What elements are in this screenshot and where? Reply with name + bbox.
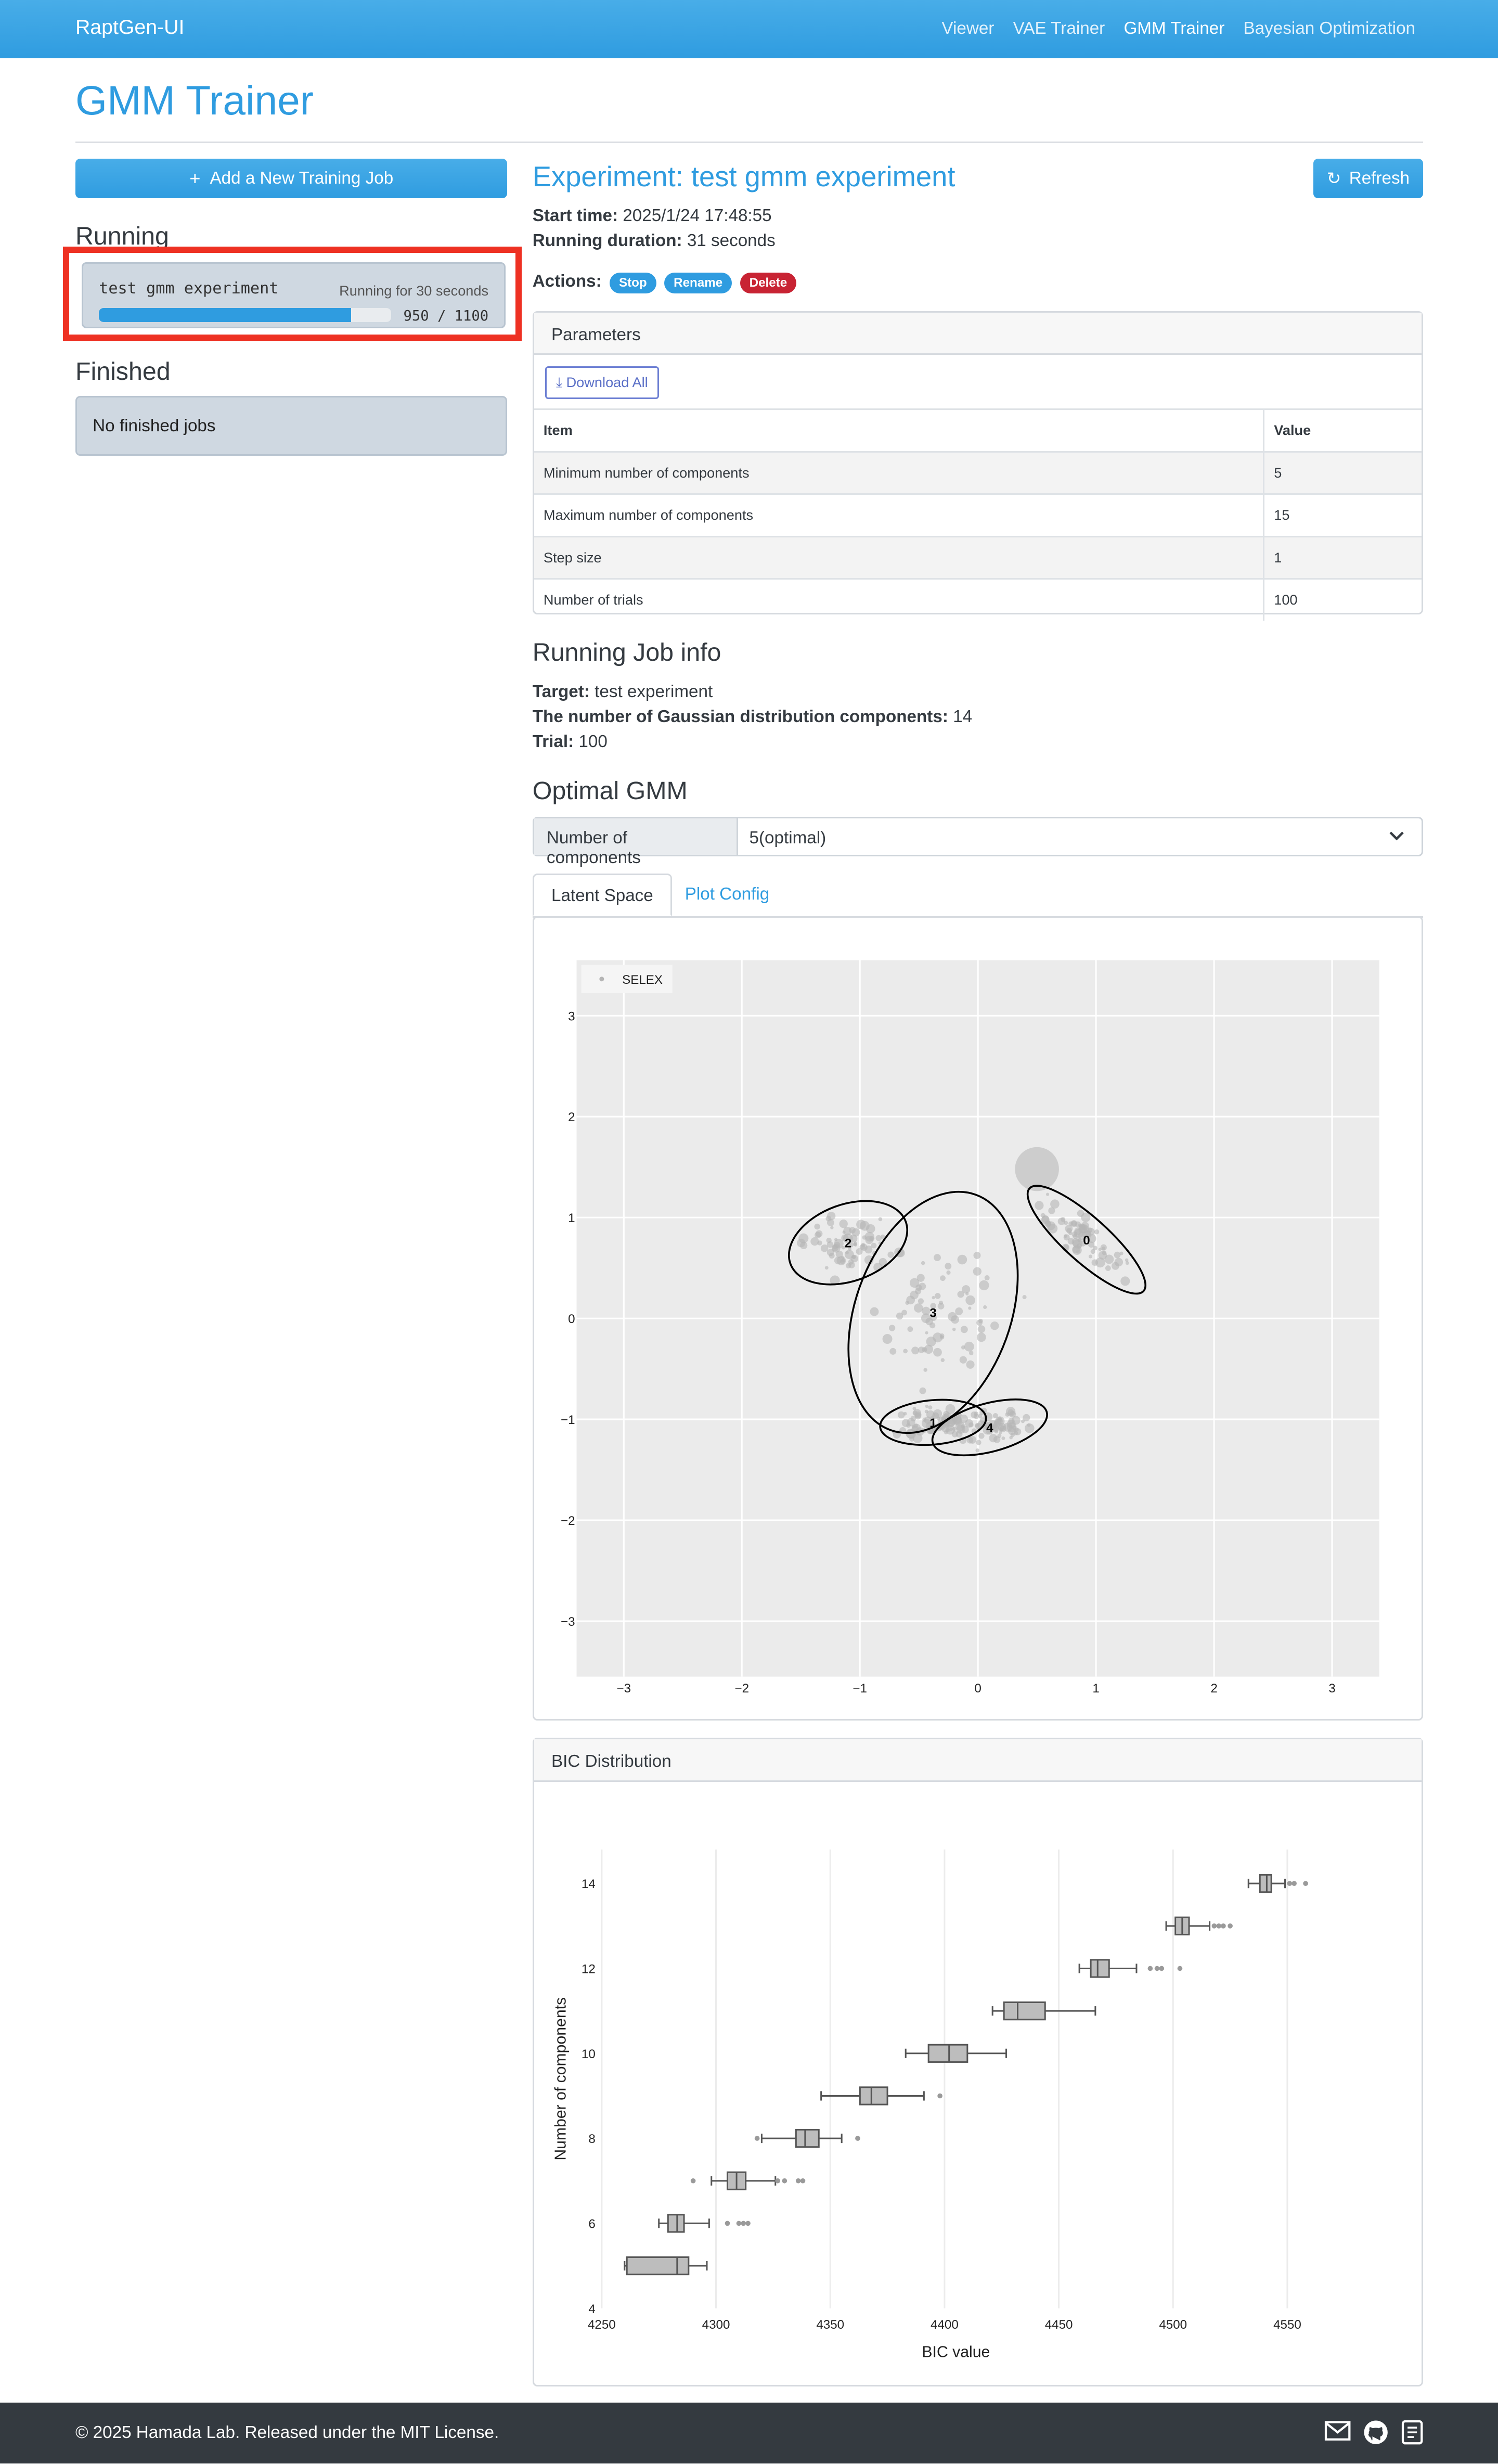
data-point	[951, 1315, 959, 1324]
table-row	[534, 536, 1422, 579]
data-point	[925, 1331, 928, 1334]
nav-gmm-trainer[interactable]: GMM Trainer	[1124, 19, 1225, 38]
gmm-component-label: 0	[1082, 1233, 1090, 1248]
running-duration-value: 31 seconds	[687, 230, 776, 250]
refresh-button[interactable]	[1313, 159, 1423, 198]
nav-vae-trainer[interactable]: VAE Trainer	[1013, 19, 1105, 38]
box-iqr	[860, 2087, 887, 2104]
data-point	[990, 1321, 999, 1330]
plus-icon: +	[189, 167, 201, 189]
data-point	[939, 1301, 943, 1305]
box-outlier	[937, 2093, 942, 2098]
box-outlier	[736, 2221, 741, 2226]
box-outlier	[1211, 1923, 1217, 1929]
data-point	[842, 1258, 845, 1262]
data-point	[962, 1285, 970, 1293]
column-header-value: Value	[1264, 409, 1422, 452]
data-point	[968, 1306, 971, 1310]
data-point	[849, 1227, 856, 1234]
data-point	[916, 1274, 924, 1281]
data-point	[834, 1239, 843, 1248]
data-point	[911, 1346, 919, 1354]
data-point	[906, 1295, 915, 1304]
box-iqr	[1260, 1875, 1271, 1892]
data-point	[975, 1423, 979, 1427]
nav-links	[941, 19, 1415, 38]
data-point	[912, 1407, 916, 1410]
box-outlier	[1177, 1966, 1182, 1971]
data-point	[1126, 1261, 1129, 1265]
x-tick-label: 3	[1328, 1681, 1336, 1696]
data-point	[976, 1319, 983, 1326]
data-point	[887, 1251, 894, 1257]
box-iqr	[668, 2214, 684, 2231]
data-point	[955, 1307, 963, 1315]
data-point	[854, 1243, 857, 1246]
data-point	[875, 1235, 882, 1241]
data-point	[816, 1230, 823, 1237]
gmm-component-label: 1	[929, 1416, 937, 1430]
box-iqr	[796, 2129, 819, 2147]
running-job-highlight	[63, 247, 522, 341]
job-trial-label: Trial:	[532, 732, 574, 752]
plot-tabs	[533, 874, 1423, 918]
page-title: GMM Trainer	[75, 77, 314, 123]
data-point	[1050, 1199, 1060, 1209]
delete-button[interactable]: Delete	[740, 273, 797, 293]
x-tick-label: 4400	[930, 2317, 959, 2332]
param-item: Minimum number of components	[534, 452, 1264, 494]
nav-viewer[interactable]: Viewer	[941, 19, 995, 38]
x-tick-label: 2	[1210, 1681, 1218, 1696]
data-point	[934, 1254, 941, 1261]
data-point	[889, 1325, 895, 1331]
data-point	[975, 1448, 979, 1453]
x-tick-label: 4300	[702, 2317, 730, 2332]
data-point	[935, 1293, 941, 1299]
start-time	[533, 206, 772, 226]
x-tick-label: 4250	[587, 2317, 616, 2332]
data-point	[940, 1335, 944, 1339]
data-point	[979, 1280, 989, 1290]
y-tick-label: 0	[567, 1312, 575, 1326]
box-outlier	[796, 2178, 801, 2184]
data-point	[1125, 1258, 1129, 1262]
data-point	[1073, 1239, 1082, 1248]
data-point	[829, 1253, 834, 1259]
running-job-name: test gmm experiment	[99, 279, 279, 298]
latent-space-plot[interactable]	[534, 918, 1422, 1719]
job-target-value: test experiment	[595, 682, 713, 701]
data-point	[1077, 1210, 1084, 1217]
running-job-progress-bar	[99, 308, 391, 322]
running-job-info-heading: Running Job info	[532, 638, 721, 667]
parameters-header: Parameters	[534, 313, 1422, 355]
data-point	[882, 1334, 892, 1344]
legend-label: SELEX	[622, 972, 663, 987]
download-icon: ⤓	[556, 374, 566, 390]
box-outlier	[1159, 1966, 1164, 1971]
job-target-label: Target:	[532, 682, 590, 701]
data-point	[1076, 1249, 1080, 1253]
box-outlier	[775, 2178, 780, 2184]
data-point	[839, 1220, 847, 1228]
y-tick-label: 1	[567, 1211, 575, 1225]
legend-marker	[599, 977, 604, 981]
data-point	[918, 1346, 925, 1353]
download-all-label: Download All	[566, 374, 648, 390]
table-header-row	[534, 409, 1422, 452]
data-point	[945, 1263, 951, 1269]
data-point	[919, 1387, 926, 1394]
optimal-gmm-heading: Optimal GMM	[532, 776, 688, 805]
data-point	[912, 1410, 917, 1415]
data-point	[973, 1267, 981, 1275]
data-point	[1080, 1225, 1085, 1230]
data-point	[1015, 1147, 1059, 1191]
box-outlier	[782, 2178, 787, 2184]
data-point	[997, 1433, 1001, 1438]
data-point	[1068, 1221, 1073, 1226]
data-point	[1008, 1409, 1013, 1415]
x-tick-label: 4550	[1273, 2317, 1301, 2332]
data-point	[965, 1295, 975, 1305]
data-point	[952, 1327, 956, 1331]
job-components-label: The number of Gaussian distribution components:	[532, 707, 948, 726]
refresh-icon: ↻	[1326, 169, 1341, 188]
y-tick-label: 10	[581, 2047, 596, 2061]
data-point	[1027, 1423, 1030, 1427]
mail-icon[interactable]	[1324, 2420, 1351, 2442]
data-point	[932, 1296, 935, 1299]
data-point	[914, 1423, 918, 1428]
nav-bayesian-optimization[interactable]: Bayesian Optimization	[1243, 19, 1416, 38]
box-outlier	[1287, 1881, 1292, 1886]
running-duration-label: Running duration:	[532, 230, 682, 250]
box-iqr	[928, 2045, 967, 2062]
job-trial	[533, 732, 608, 752]
box-outlier	[855, 2136, 860, 2141]
footer	[0, 2403, 1498, 2464]
gmm-component-label: 3	[929, 1306, 937, 1320]
document-icon[interactable]	[1401, 2420, 1423, 2445]
box-outlier	[691, 2178, 696, 2184]
top-navbar	[0, 0, 1498, 58]
data-point	[896, 1312, 903, 1319]
finished-empty-message: No finished jobs	[75, 396, 508, 456]
box-outlier	[1292, 1881, 1297, 1886]
param-item: Maximum number of components	[534, 494, 1264, 537]
parameters-table	[534, 408, 1422, 621]
running-duration	[533, 231, 776, 251]
title-divider	[75, 142, 1423, 143]
data-point	[878, 1217, 882, 1221]
bic-header: BIC Distribution	[534, 1739, 1422, 1782]
data-point	[1098, 1251, 1107, 1260]
y-tick-label: 6	[588, 2217, 596, 2231]
y-tick-label: 4	[588, 2302, 596, 2316]
data-point	[846, 1263, 851, 1268]
param-value: 100	[1264, 579, 1422, 621]
x-tick-label: −3	[616, 1681, 631, 1696]
y-tick-label: 8	[588, 2132, 596, 2146]
data-point	[1089, 1254, 1092, 1258]
running-job-progress-fill	[99, 308, 351, 322]
box-outlier	[1221, 1923, 1226, 1929]
running-job-status: Running for 30 seconds	[339, 283, 489, 299]
data-point	[977, 1325, 985, 1333]
data-point	[978, 1414, 982, 1418]
param-value: 5	[1264, 452, 1422, 494]
start-time-label: Start time:	[532, 206, 618, 225]
brand-link[interactable]: RaptGen-UI	[75, 16, 185, 39]
box-outlier	[1216, 1923, 1221, 1929]
box-outlier	[1154, 1966, 1159, 1971]
data-point	[1105, 1265, 1111, 1271]
box-outlier	[741, 2221, 746, 2226]
data-point	[1119, 1251, 1123, 1255]
stop-button[interactable]: Stop	[610, 273, 656, 293]
job-trial-value: 100	[578, 732, 608, 752]
data-point	[910, 1416, 916, 1421]
data-point	[866, 1224, 875, 1234]
bic-distribution-plot[interactable]	[534, 1782, 1422, 2385]
bic-card	[533, 1738, 1423, 2386]
param-item: Number of trials	[534, 579, 1264, 621]
x-axis-title: BIC value	[922, 2343, 990, 2360]
data-point	[1035, 1201, 1043, 1210]
data-point	[1009, 1435, 1013, 1439]
box-outlier	[1303, 1881, 1308, 1886]
param-value: 1	[1264, 536, 1422, 579]
data-point	[1003, 1422, 1012, 1431]
data-point	[825, 1266, 829, 1269]
data-point	[830, 1226, 833, 1229]
components-select[interactable]	[533, 817, 1423, 867]
data-point	[1001, 1436, 1005, 1440]
data-point	[924, 1344, 933, 1353]
data-point	[974, 1414, 979, 1419]
box-iqr	[1004, 2002, 1045, 2019]
data-point	[915, 1285, 922, 1291]
y-tick-label: −2	[560, 1513, 575, 1528]
data-point	[865, 1236, 873, 1244]
data-point	[1065, 1225, 1073, 1233]
data-point	[940, 1275, 946, 1281]
data-point	[983, 1305, 987, 1309]
data-point	[957, 1254, 967, 1264]
job-components	[533, 707, 972, 727]
data-point	[1112, 1262, 1119, 1269]
actions-label: Actions:	[532, 272, 602, 291]
data-point	[835, 1250, 843, 1257]
job-target	[533, 682, 713, 702]
x-tick-label: 1	[1092, 1681, 1100, 1696]
x-tick-label: 0	[974, 1681, 982, 1696]
data-point	[1040, 1213, 1045, 1217]
data-point	[1046, 1192, 1049, 1196]
download-all-button[interactable]	[545, 366, 659, 399]
data-point	[946, 1270, 950, 1275]
data-point	[921, 1261, 925, 1265]
data-point	[810, 1237, 819, 1246]
actions-row	[533, 272, 797, 293]
data-point	[1061, 1217, 1065, 1222]
data-point	[901, 1419, 909, 1427]
x-tick-label: 4500	[1159, 2317, 1187, 2332]
data-point	[898, 1411, 905, 1418]
data-point	[889, 1348, 896, 1355]
job-components-value: 14	[953, 707, 973, 726]
data-point	[907, 1326, 913, 1332]
data-point	[953, 1416, 962, 1425]
data-point	[797, 1238, 805, 1247]
add-training-job-button[interactable]	[75, 159, 508, 198]
x-tick-label: 4450	[1044, 2317, 1073, 2332]
box-outlier	[755, 2136, 760, 2141]
running-job-item[interactable]	[82, 262, 506, 328]
y-tick-label: 3	[567, 1009, 575, 1023]
box-iqr	[627, 2257, 689, 2274]
y-tick-label: 12	[581, 1962, 596, 1977]
data-point	[973, 1252, 980, 1259]
components-select-value: 5(optimal)	[749, 828, 827, 848]
box-outlier	[725, 2221, 730, 2226]
data-point	[968, 1422, 974, 1427]
parameters-card	[533, 311, 1423, 614]
github-icon[interactable]	[1363, 2420, 1388, 2445]
latent-space-panel	[533, 916, 1423, 1721]
chevron-down-icon	[1387, 826, 1406, 845]
data-point	[961, 1326, 968, 1333]
refresh-label: Refresh	[1349, 168, 1410, 188]
data-point	[903, 1349, 908, 1353]
y-tick-label: −1	[560, 1413, 575, 1427]
data-point	[1091, 1259, 1097, 1265]
data-point	[940, 1358, 945, 1362]
running-heading: Running	[75, 222, 169, 250]
data-point	[933, 1348, 942, 1356]
data-point	[995, 1416, 1004, 1426]
data-point	[1047, 1221, 1055, 1230]
add-training-job-label: Add a New Training Job	[210, 168, 394, 188]
y-tick-label: 2	[567, 1110, 575, 1124]
x-tick-label: 4350	[816, 2317, 844, 2332]
data-point	[827, 1212, 835, 1220]
column-header-item: Item	[534, 409, 1264, 452]
x-tick-label: −1	[853, 1681, 867, 1696]
y-tick-label: −3	[560, 1614, 575, 1629]
experiment-title: Experiment: test gmm experiment	[532, 161, 955, 193]
table-row	[534, 494, 1422, 537]
box-iqr	[1091, 1960, 1109, 1977]
data-point	[871, 1242, 876, 1248]
data-point	[1093, 1246, 1097, 1250]
y-axis-title: Number of components	[552, 1997, 570, 2161]
data-point	[1114, 1251, 1120, 1258]
finished-heading: Finished	[75, 357, 171, 386]
data-point	[923, 1368, 927, 1371]
data-point	[1022, 1295, 1026, 1299]
components-select-label: Number of components	[534, 818, 739, 854]
data-point	[1021, 1419, 1025, 1423]
box-outlier	[745, 2221, 751, 2226]
data-point	[870, 1307, 879, 1316]
data-point	[955, 1431, 962, 1438]
data-point	[952, 1427, 957, 1431]
data-point	[968, 1436, 976, 1444]
data-point	[1120, 1276, 1130, 1286]
data-point	[814, 1223, 820, 1229]
data-point	[976, 1440, 981, 1445]
data-point	[845, 1250, 854, 1259]
box-outlier	[800, 2178, 805, 2184]
data-point	[860, 1243, 867, 1250]
tab-latent-space[interactable]: Latent Space	[533, 874, 672, 916]
data-point	[827, 1241, 833, 1248]
x-tick-label: −2	[734, 1681, 749, 1696]
data-point	[928, 1405, 932, 1409]
box-outlier	[1147, 1966, 1153, 1971]
data-point	[946, 1428, 950, 1432]
data-point	[918, 1298, 924, 1304]
data-point	[984, 1275, 989, 1280]
y-tick-label: 14	[581, 1877, 596, 1891]
gmm-component-label: 4	[986, 1421, 993, 1435]
footer-text: © 2025 Hamada Lab. Released under the MIT License.	[75, 2422, 499, 2442]
box-outlier	[1228, 1923, 1233, 1929]
tab-plot-config[interactable]: Plot Config	[685, 884, 770, 904]
data-point	[977, 1332, 986, 1342]
data-point	[966, 1360, 974, 1368]
rename-button[interactable]: Rename	[664, 273, 732, 293]
param-value: 15	[1264, 494, 1422, 537]
running-job-progress-text: 950 / 1100	[403, 307, 489, 324]
data-point	[922, 1306, 930, 1315]
start-time-value: 2025/1/24 17:48:55	[623, 206, 772, 225]
data-point	[959, 1356, 966, 1363]
data-point	[964, 1341, 974, 1351]
data-point	[1100, 1244, 1106, 1250]
param-item: Step size	[534, 536, 1264, 579]
data-point	[925, 1405, 928, 1408]
data-point	[1094, 1229, 1099, 1235]
table-row	[534, 452, 1422, 494]
data-point	[978, 1433, 984, 1439]
table-row	[534, 579, 1422, 621]
gmm-component-label: 2	[844, 1236, 851, 1251]
data-point	[914, 1303, 923, 1313]
